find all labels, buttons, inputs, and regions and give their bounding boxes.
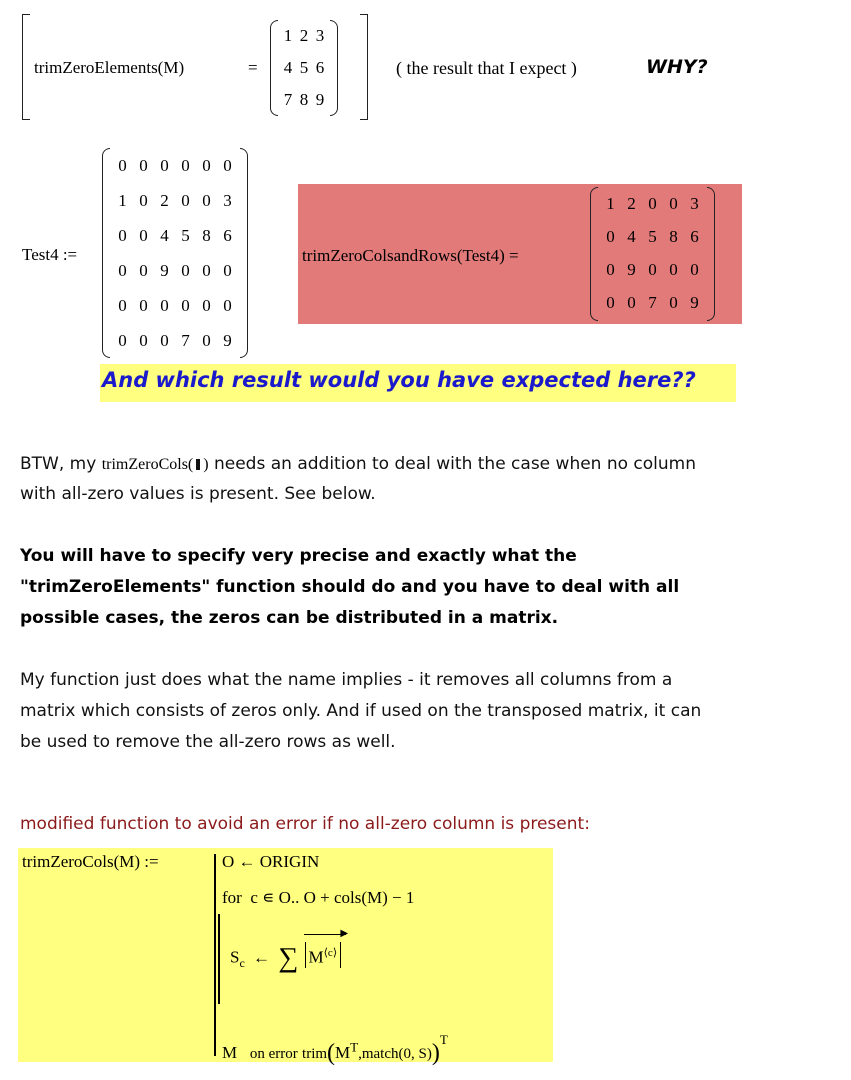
test4-matrix-cell: 0 [202, 330, 211, 350]
test4-matrix-cell: 0 [139, 260, 148, 280]
test4-matrix-cell: 0 [202, 190, 211, 210]
expected-result-block [22, 12, 372, 122]
test4-matrix-cell: 1 [118, 190, 127, 210]
test4-matrix-cell: 4 [160, 225, 169, 245]
bold-line-3: possible cases, the zeros can be distributed in a matrix. [20, 608, 559, 628]
test4-matrix-cell: 0 [118, 295, 127, 315]
sum-symbol: ∑ [278, 942, 299, 974]
m-transpose: M [335, 1043, 351, 1062]
para-line-1: My function just does what the name implies - it removes all columns from a [20, 670, 673, 690]
abs-vectorize [305, 928, 349, 968]
program-line-1: O ← ORIGIN [222, 852, 320, 871]
result-matrix [590, 187, 715, 321]
test4-matrix-cell: 0 [181, 295, 190, 315]
program-region [18, 848, 553, 1066]
s-subscript: c [239, 956, 245, 971]
test4-matrix-cell: 2 [160, 190, 169, 210]
test4-matrix [102, 148, 248, 358]
for-body-bar [218, 914, 220, 1004]
modified-heading: modified function to avoid an error if no all-zero column is present: [20, 814, 590, 834]
expected-matrix-cell: 4 [283, 58, 293, 77]
test4-matrix-cell: 0 [223, 155, 232, 175]
match-call: ,match(0, S) [358, 1046, 432, 1062]
result-matrix-cell: 5 [648, 226, 657, 246]
para-line-2: matrix which consists of zeros only. And if used on the transposed matrix, it can [20, 701, 702, 721]
expected-matrix-cell: 3 [315, 26, 325, 45]
para-line-3: be used to remove the all-zero rows as well. [20, 732, 396, 752]
result-matrix-cell: 4 [627, 226, 636, 246]
result-matrix-cell: 1 [606, 193, 615, 213]
program-bar [214, 854, 216, 1056]
test4-matrix-cell: 9 [160, 260, 169, 280]
test4-matrix-cell: 0 [181, 260, 190, 280]
btw-func-end: ) [203, 456, 209, 473]
test4-matrix-cell: 0 [139, 295, 148, 315]
program-line-2 [222, 888, 414, 908]
expected-comment: ( the result that I expect ) [396, 58, 577, 78]
for-keyword: for [222, 888, 242, 907]
trim-zero-elements-expr[interactable]: trimZeroElements(M) [34, 58, 185, 77]
right-bracket [360, 14, 368, 120]
test4-matrix-cell: 0 [223, 260, 232, 280]
equals-sign: = [248, 58, 258, 77]
test4-matrix-cell: 0 [160, 330, 169, 350]
left-bracket [22, 14, 30, 120]
result-matrix-cell: 0 [606, 226, 615, 246]
test4-matrix-cell: 0 [223, 295, 232, 315]
test4-matrix-cell: 3 [223, 190, 232, 210]
result-matrix-cell: 3 [690, 193, 699, 213]
test4-matrix-cell: 0 [181, 155, 190, 175]
result-matrix-cell: 6 [690, 226, 699, 246]
expected-matrix-cell: 5 [299, 58, 309, 77]
expected-matrix-cell: 6 [315, 58, 325, 77]
result-matrix-cell: 0 [648, 259, 657, 279]
test4-matrix-cell: 5 [181, 225, 190, 245]
result-matrix-cell: 0 [669, 292, 678, 312]
result-matrix-cell: 2 [627, 193, 636, 213]
test4-matrix-cell: 6 [223, 225, 232, 245]
test4-matrix-cell: 0 [118, 225, 127, 245]
result-matrix-cell: 0 [606, 292, 615, 312]
on-error-keyword: on error [249, 1046, 298, 1062]
btw-line-1 [20, 454, 696, 474]
test4-matrix-cell: 0 [160, 295, 169, 315]
vector-arrowhead: ▶ [340, 928, 349, 939]
expected-matrix-cell: 8 [299, 90, 309, 109]
test4-matrix-cell: 7 [181, 330, 190, 350]
result-matrix-cell: 0 [690, 259, 699, 279]
for-range: c ∊ O.. O + cols(M) − 1 [250, 888, 415, 907]
test4-matrix-cell: 0 [160, 155, 169, 175]
question-banner [100, 364, 736, 402]
result-highlight [298, 184, 742, 324]
expected-matrix-cell: 2 [299, 26, 309, 45]
m-return: M [222, 1043, 238, 1062]
expected-matrix [270, 20, 338, 116]
m-var: M [308, 947, 324, 967]
test4-matrix-cell: 0 [118, 155, 127, 175]
paren-open: ( [327, 1040, 336, 1066]
test4-matrix-cell: 0 [118, 330, 127, 350]
result-matrix-cell: 0 [669, 193, 678, 213]
assign-arrow: ← [253, 947, 271, 967]
s-var: S [230, 947, 240, 967]
test4-matrix-cell: 8 [202, 225, 211, 245]
result-matrix-cell: 0 [648, 193, 657, 213]
expected-matrix-cell: 7 [283, 90, 293, 109]
t-superscript-2: T [439, 1032, 448, 1047]
bold-line-2: "trimZeroElements" function should do and you have to deal with all [20, 577, 680, 597]
test4-matrix-cell: 0 [202, 295, 211, 315]
test4-matrix-cell: 0 [118, 260, 127, 280]
test4-matrix-cell: 0 [139, 225, 148, 245]
test4-matrix-cell: 0 [181, 190, 190, 210]
t-superscript-1: T [350, 1039, 359, 1055]
result-matrix-cell: 8 [669, 226, 678, 246]
test4-definition-label[interactable]: Test4 := [22, 245, 78, 264]
btw-prefix: BTW, my [20, 454, 102, 474]
result-matrix-cell: 0 [606, 259, 615, 279]
program-head[interactable]: trimZeroCols(M) := [22, 852, 159, 871]
btw-rest: needs an addition to deal with the case when no column [208, 454, 697, 474]
test4-matrix-cell: 0 [139, 155, 148, 175]
btw-line-2: with all-zero values is present. See below. [20, 484, 376, 504]
result-matrix-cell: 0 [669, 259, 678, 279]
question-text: And which result would you have expected here?? [102, 368, 696, 392]
test4-matrix-cell: 0 [139, 330, 148, 350]
trim-zero-cols-rows-expr[interactable]: trimZeroColsandRows(Test4) = [302, 246, 519, 265]
result-matrix-cell: 9 [627, 259, 636, 279]
expected-matrix-cell: 9 [315, 90, 325, 109]
test4-matrix-cell: 0 [202, 155, 211, 175]
btw-func: trimZeroCols( [101, 456, 194, 473]
test4-matrix-cell: 0 [139, 190, 148, 210]
result-matrix-cell: 7 [648, 292, 657, 312]
program-line-3 [230, 928, 349, 975]
result-matrix-cell: 0 [627, 292, 636, 312]
bold-line-1: You will have to specify very precise and exactly what the [20, 546, 577, 566]
test4-matrix-cell: 9 [223, 330, 232, 350]
placeholder-marker [196, 459, 200, 470]
expected-matrix-cell: 1 [283, 26, 293, 45]
program-line-4 [222, 1032, 448, 1067]
test4-matrix-cell: 0 [202, 260, 211, 280]
paren-close: ) [431, 1040, 440, 1066]
col-superscript: ⟨c⟩ [323, 947, 338, 959]
why-label: WHY? [646, 56, 708, 78]
trim-func: trim [302, 1046, 328, 1062]
result-matrix-cell: 9 [690, 292, 699, 312]
